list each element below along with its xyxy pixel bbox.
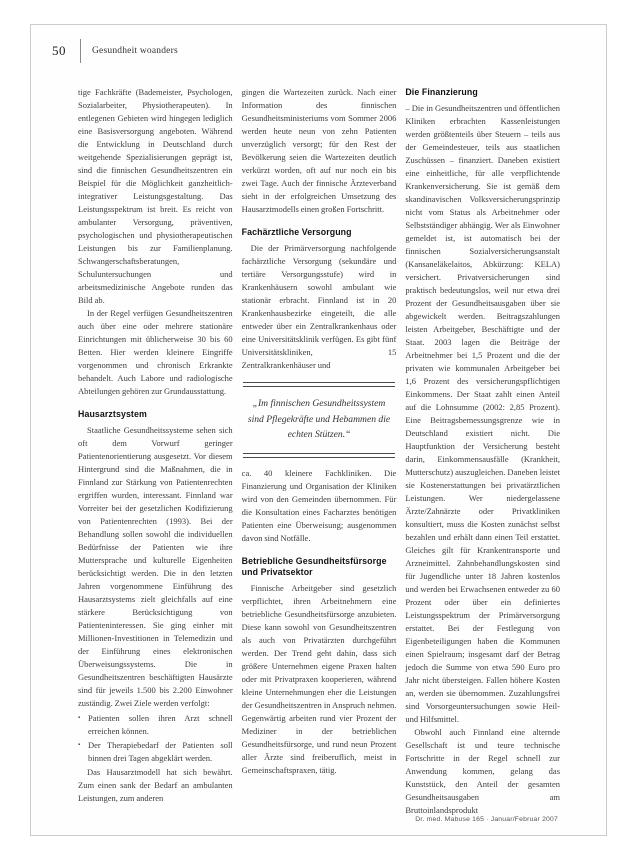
column-3 (405, 86, 560, 817)
heading-hausarztsystem: Hausarztsystem (78, 409, 147, 419)
paragraph: Staatliche Gesundheitssysteme sehen sich oft dem Vorwurf geringer Patientenorientierung ausgesetzt. Vor diesem Hintergrund sind die Maßnahmen, die in Finnland zur Stärkung von Patientenrechten ergriffen wurden, interessant. Finnland war Vorreiter bei der gesetzlichen Kodifizierung von Patientenrechten (1993). Bei der Behandlung sollen sowohl die individuellen Bedürfnisse der Patienten wie ihre Muttersprache und kulturelle Eigenheiten berücksichtigt werden. Die in den letzten Jahren vorgenommene Einführung des Hausarztsystems zielt gleichfalls auf eine stärkere Berücksichtigung von Patienteninteressen. Sie ging einher mit Millionen-Investitionen in Telemedizin und der Einführung eines elektronischen Überweisungssystems. Die in Gesundheitszentren beschäftigten Hausärzte sind für jeweils 1.500 bis 2.200 Einwohner zuständig. Zwei Ziele werden verfolgt: (78, 425, 233, 708)
list-item (78, 712, 233, 738)
paragraph: Die der Primärversorgung nachfolgende fachärztliche Versorgung (sekundäre und tertiäre Versorgungsstufe) wird in Krankenhäusern sowohl ambulant wie stationär erbracht. Finnland ist in 20 Krankenhausbezirke eingeteilt, die alle entweder über ein Zentralkrankenhaus oder eine Universitätsklinik verfügen. Es gibt fünf Universitätskliniken, 15 Zentralkrankenhäuser und (241, 243, 397, 370)
heading-fachaerztliche-versorgung: Fachärztliche Versorgung (241, 227, 352, 237)
header-divider (80, 39, 81, 63)
pull-quote-bottom-rule (243, 453, 396, 458)
paragraph: Das Hausarztmodell hat sich bewährt. Zum einen sank der Bedarf an ambulanten Leistungen, zum anderen (78, 767, 233, 803)
journal-footer: Dr. med. Mabuse 165 · Januar/Februar 2007 (415, 816, 558, 823)
list-item (78, 739, 233, 765)
heading-betriebliche-gesundheitsfuersorge: Betriebliche Gesundheitsfürsorge und Privatsektor (241, 555, 387, 577)
paragraph: Obwohl auch Finnland eine alternde Gesellschaft ist und teure technische Fortschritte in der Regel schnell zur Anwendung kommen, gelang das Kunststück, den Anteil der gesamten Gesundheitsausgaben am Bruttoinlandsprodukt (405, 727, 561, 815)
paragraph: In der Regel verfügen Gesundheitszentren auch über eine oder mehrere stationäre Einrichtungen mit üblicherweise 30 bis 60 Betten. Hier werden kleinere Eingriffe vorgenommen und chronisch Erkrankte behandelt. Auch Labore und radiologische Abteilungen gehören zur Grundausstattung. (78, 308, 233, 396)
pull-quote (243, 382, 396, 458)
pull-quote-text: „Im finnischen Gesundheitssystem sind Pflegekräfte und Hebammen die echten Stützen.“ (247, 398, 391, 440)
paragraph-continuation: gingen die Wartezeiten zurück. Nach einer Information des finnischen Gesundheitsministeriums vom Sommer 2006 werden heute neun von zehn Patienten unverzüglich versorgt; für den Rest der Bevölkerung seien die Wartezeiten deutlich verkürzt worden, oft auf nur noch ein bis zwei Tage. Auch der finnische Ärzteverband sieht in der erfolgreichen Umsetzung des Hausarztmodells einen großen Fortschritt. (241, 87, 397, 214)
column-1 (78, 86, 233, 817)
page-number: 50 (52, 43, 66, 58)
paragraph: – Die in Gesundheitszentren und öffentlichen Kliniken erbrachten Kassenleistungen werden größtenteils über Steuern – teils aus der Gemeindesteuer, teils aus staatlichen Zuschüssen – finanziert. Daneben existiert eine einheitliche, für alle verpflichtende Krankenversicherung. Sie ist gemäß dem skandinavischen Volksversicherungsprinzip nicht vom Status als Arbeitnehmer oder Selbstständiger abhängig. Wer als Einwohner gemeldet ist, ist automatisch bei der finnischen Sozialversicherungsanstalt (Kansaneläkelaitos, Abkürzung: KELA) versichert. Privatversicherungen sind praktisch bedeutungslos, weil nur etwa drei Prozent der Gesundheitsausgaben über sie abgewickelt werden. Beitragszahlungen leisten Arbeitgeber, Beschäftigte und der Staat. 2003 lagen die Beiträge der Arbeitnehmer bei 1,5 Prozent und die der privaten wie kommunalen Arbeitgeber bei 1,6 Prozent des versicherungspflichtigen Einkommens. Der Staat zahlt einen Anteil auf die Lohnsumme (2002: 2,85 Prozent). Eine Beitragsbemessungsgrenze wie in Deutschland existiert nicht. Die Hauptfunktion der Versicherung besteht darin, Einkommensausfälle (Krankheit, Mutterschutz) auszugleichen. Daneben leistet sie Kostenerstattungen bei privatärztlichen Leistungen. Wer niedergelassene Ärzte/Zahnärzte oder Privatkliniken konsultiert, muss die Kosten zunächst selbst bezahlen und erhält dann einen Teil erstattet. Gleiches gilt für Krankentransporte und Arzneimittel. Zahnbehandlungskosten sind für Jugendliche unter 18 Jahren kostenlos und werden bei Erwachsenen entweder zu 60 Prozent oder über ein definiertes Leistungsspektrum der Primärversorgung erstattet. Bei der Festlegung von Eigenbeteiligungen haben die Kommunen einen Spielraum; insgesamt darf der Betrag jedoch die Summe von etwa 590 Euro pro Jahr nicht übersteigen. Fallen höhere Kosten an, werden sie übernommen. Zuzahlungsfrei sind Vorsorgeuntersuchungen sowie Heil- und Hilfsmittel. (405, 103, 561, 724)
heading-die-finanzierung: Die Finanzierung (405, 87, 478, 97)
paragraph: Finnische Arbeitgeber sind gesetzlich verpflichtet, ihren Arbeitnehmern eine betriebliche Gesundheitsfürsorge anzubieten. Diese kann sowohl von Gesundheitszentren als auch von Privatärzten durchgeführt werden. Der Trend geht dahin, dass sich größere Unternehmen eigene Praxen halten oder mit Privatpraxen kooperieren, während kleine Unternehmungen eher die Leistungen der Gesundheitszentren in Anspruch nehmen. Gegenwärtig arbeiten rund vier Prozent der Mediziner in der betrieblichen Gesundheitsfürsorge, und rund neun Prozent aller Ärzte sind freiberuflich, meist in Gemeinschaftspraxen, tätig. (241, 582, 397, 775)
square-bullet-icon: ▪ (78, 742, 81, 748)
list-item-text: Der Therapiebedarf der Patienten soll binnen drei Tagen abgeklärt werden. (88, 740, 233, 763)
section-title: Gesundheit woanders (92, 46, 178, 56)
page-header (52, 38, 606, 64)
article-body (78, 86, 560, 817)
pull-quote-top-rule (243, 382, 396, 387)
magazine-page (30, 24, 607, 836)
paragraph-continuation: tige Fachkräfte (Bademeister, Psychologen, Sozialarbeiter, Physiotherapeuten). In entlegenen Gebieten wird hingegen lediglich eine Basisversorgung angeboten. Während die Entwicklung in Deutschland durch weitgehende Spezialisierungen geprägt ist, sind die finnischen Gesundheitszentren ein Beispiel für die Möglichkeit ganzheitlich-integrativer Leistungsgestaltung. Das Leistungsspektrum ist breit. Es reicht von ambulanter Versorgung, präventiven, psychologischen und physiotherapeutischen Leistungen bis zur Familienplanung. Schwangerschaftsberatungen, Schuluntersuchungen und arbeitsmedizinische Angebote runden das Bild ab. (78, 87, 233, 305)
list-item-text: Patienten sollen ihren Arzt schnell erreichen können. (88, 713, 233, 736)
goal-list (78, 712, 233, 765)
column-2 (242, 86, 397, 817)
square-bullet-icon: ▪ (78, 715, 81, 721)
paragraph-continuation: ca. 40 kleinere Fachkliniken. Die Finanzierung und Organisation der Kliniken wird von den Gemeinden übernommen. Für die Konsultation eines Facharztes benötigen Patienten eine Überweisung; ausgenommen davon sind Notfälle. (241, 467, 397, 543)
